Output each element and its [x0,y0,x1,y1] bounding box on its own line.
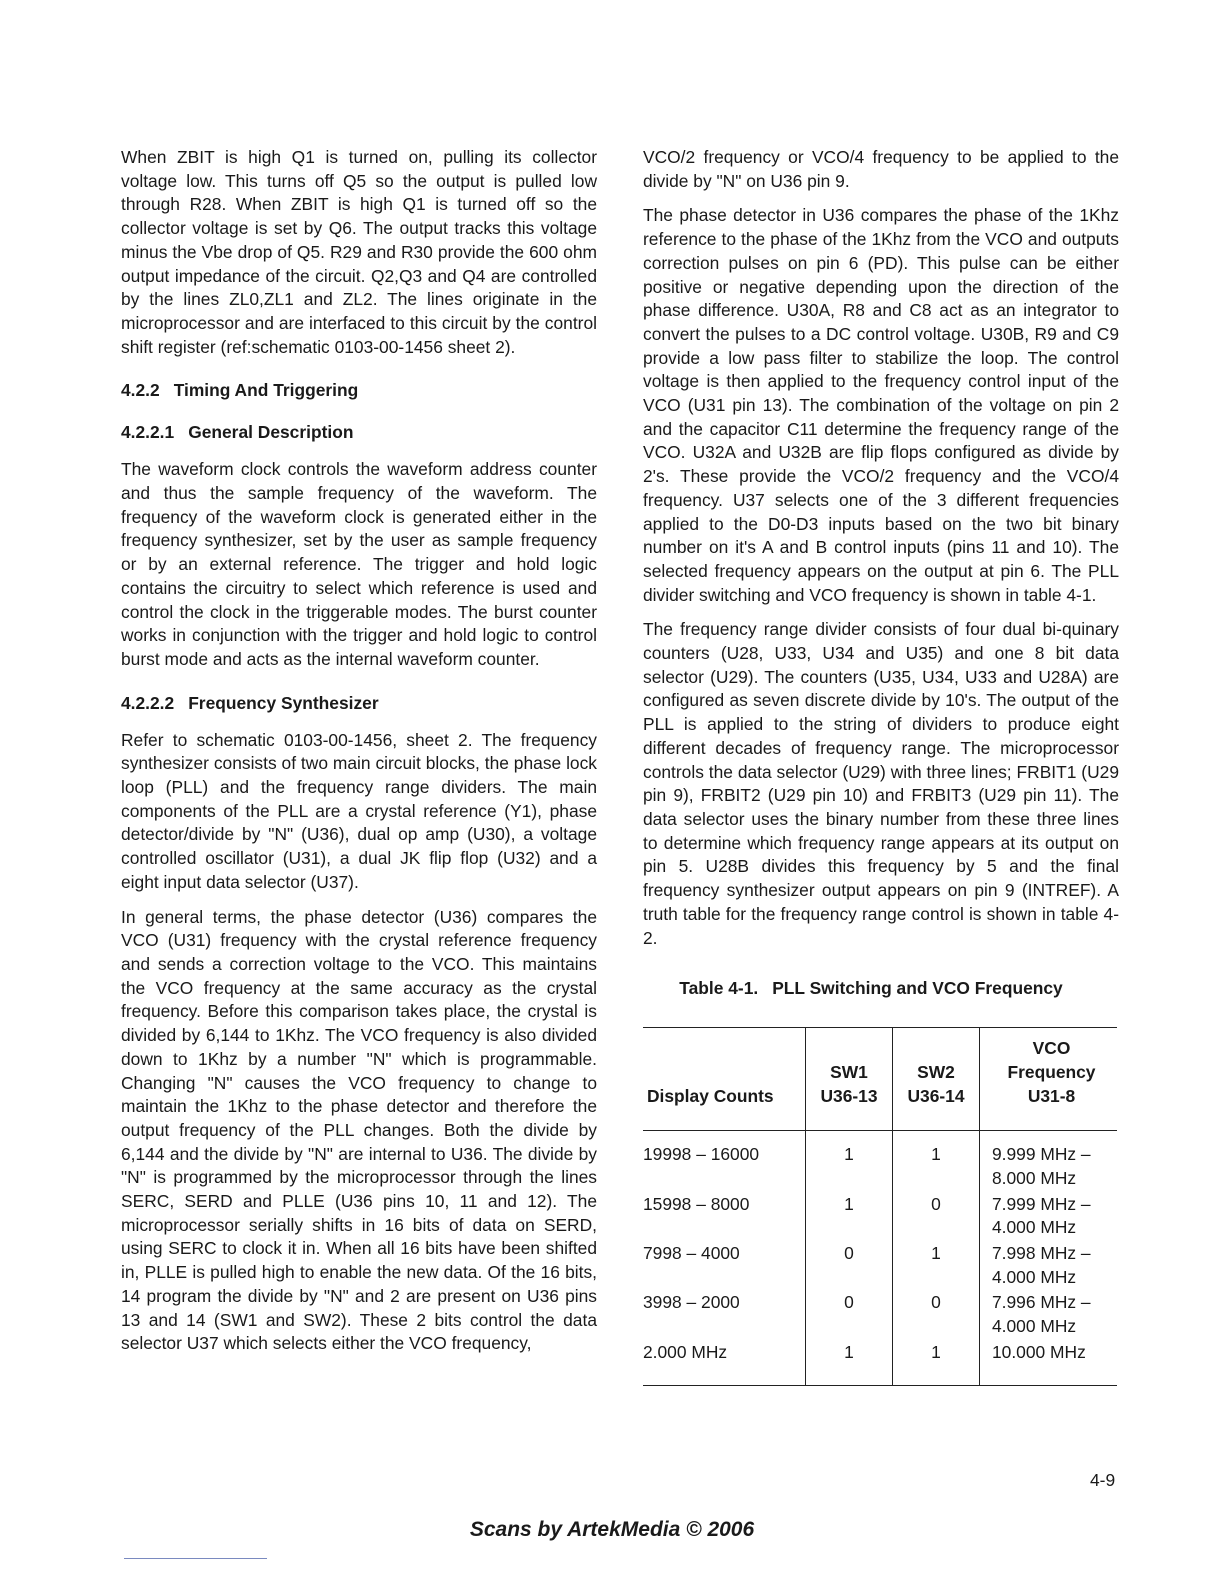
heading-number: 4.2.2.1 [121,422,175,443]
freq-line1: 7.999 MHz – [992,1193,1091,1214]
heading-title: Timing And Triggering [173,380,359,401]
right-column [643,146,1119,1386]
freq-line2: 4.000 MHz [992,1217,1077,1238]
cell-vco-frequency [980,1192,1118,1241]
heading-4-2-2-1 [121,421,597,443]
header-sw2 [893,1028,980,1131]
table-row [643,1192,1117,1241]
cell-vco-frequency [980,1241,1118,1290]
paragraph-general-terms: In general terms, the phase detector (U36) compares the VCO (U31) frequency with the crystal reference frequency and sends a correction voltage to the VCO. This maintains the VCO frequency at the same accuracy as the crystal frequency. Before this comparison takes place, the crystal is divided by 6,144 to 1Khz. The VCO frequency is also divided down to 1Khz by a number "N" which is programmable. Changing "N" causes the VCO frequency to change to maintain the 1Khz to the phase detector and therefore the output frequency of the PLL changes. Both the divide by 6,144 and the divide by "N" are internal to U36. The divide by "N" is programmed by the microprocessor through the lines SERC, SERD and PLLE (U36 pins 10, 11 and 12). The microprocessor serially shifts in 16 bits of data on SERD, using SERC to clock it in. When all 16 bits have been shifted in, PLLE is pulled high to enable the new data. Of the 16 bits, 14 program the divide by "N" and 2 are present on U36 pins 13 and 14 (SW1 and SW2). These 2 bits control the data selector U37 which selects either the VCO frequency, [121,906,597,1354]
left-column [121,146,597,1367]
header-sw1-label: SW1 [830,1062,868,1083]
header-sw1-pin: U36-13 [820,1086,878,1107]
footer-rule [124,1558,267,1559]
freq-line1: 10.000 MHz [992,1341,1086,1362]
header-vco-frequency [980,1028,1118,1131]
cell-display-counts: 2.000 MHz [643,1341,728,1362]
header-sw1 [806,1028,893,1131]
cell-sw1: 1 [806,1340,893,1385]
header-sw2-label: SW2 [917,1062,955,1083]
table-caption-number: Table 4-1. [679,978,759,999]
scan-credit: Scans by ArtekMedia © 2006 [469,1518,755,1541]
cell-sw2: 0 [893,1290,980,1339]
heading-number: 4.2.2.2 [121,692,175,713]
table-header-row [643,1028,1117,1131]
paragraph-zbit: When ZBIT is high Q1 is turned on, pulling its collector voltage low. This turns off Q5 so the output is pulled low through R28. When ZBIT is high Q1 is turned off so the collector voltage is set by Q6. The output tracks this voltage minus the Vbe drop of Q5. R29 and R30 provide the 600 ohm output impedance of the circuit. Q2,Q3 and Q4 are controlled by the lines ZL0,ZL1 and ZL2. The lines originate in the microprocessor and are interfaced to this circuit by the control shift register (ref:schematic 0103-00-1456 sheet 2). [121,147,597,357]
page-number: 4-9 [1090,1470,1116,1490]
table-caption-title: PLL Switching and VCO Frequency [772,978,1063,999]
heading-4-2-2-2 [121,692,597,714]
cell-sw2: 1 [893,1131,980,1192]
freq-line1: 7.998 MHz – [992,1243,1091,1264]
cell-sw2: 1 [893,1241,980,1290]
cell-display-counts: 3998 – 2000 [643,1292,740,1313]
cell-display-counts: 19998 – 16000 [643,1144,760,1165]
freq-line1: 9.999 MHz – [992,1144,1091,1165]
cell-sw2: 0 [893,1192,980,1241]
heading-title: General Description [188,422,354,443]
heading-title: Frequency Synthesizer [188,692,379,713]
table-caption [643,978,1119,999]
cell-vco-frequency [980,1290,1118,1339]
paragraph-phase-detector: The phase detector in U36 compares the phase of the 1Khz reference to the phase of the 1Khz from the VCO and outputs correction pulses on pin 6 (PD). This pulse can be either positive or negative depending upon the direction of the phase difference. U30A, R8 and C8 act as an integrator to convert the pulses to a DC control voltage. U30B, R9 and C9 provide a low pass filter to stabilize the loop. The control voltage is then applied to the frequency control input of the VCO (U31 pin 13). The combination of the voltage on pin 2 and the capacitor C11 determine the frequency range of the VCO. U32A and U32B are flip flops configured as divide by 2's. These provide the VCO/2 frequency and the VCO/4 frequency. U37 selects one of the 3 different frequencies applied to the D0-D3 inputs based on the two bit binary number on it's A and B control inputs (pins 11 and 10). The selected frequency appears on the output at pin 6. The PLL divider switching and VCO frequency is shown in table 4-1. [643,205,1119,605]
paragraph-range-divider: The frequency range divider consists of four dual bi-quinary counters (U28, U33, U34 and U35) and one 8 bit data selector (U29). The counters (U35, U34, U33 and U28A) are configured as seven discrete divide by 10's. The output of the PLL is applied to the string of dividers to produce eight different decades of frequency range. The microprocessor controls the data selector (U29) with three lines; FRBIT1 (U29 pin 9), FRBIT2 (U29 pin 10) and FRBIT3 (U29 pin 11). The data selector uses the binary number from these three lines to determine which frequency range appears at its output on pin 5. U28B divides this frequency by 5 and the final frequency synthesizer output appears on pin 9 (INTREF). A truth table for the frequency range control is shown in table 4-2. [643,619,1119,948]
paragraph-refer-schematic: Refer to schematic 0103-00-1456, sheet 2. The frequency synthesizer consists of two main circuit blocks, the phase lock loop (PLL) and the frequency range dividers. The main components of the PLL are a crystal reference (Y1), phase detector/divide by "N" (U36), dual op amp (U30), a voltage controlled oscillator (U31), a dual JK flip flop (U32) and a eight input data selector (U37). [121,729,597,892]
cell-vco-frequency [980,1340,1118,1385]
heading-number: 4.2.2 [121,380,160,401]
table-row [643,1340,1117,1385]
freq-line2: 8.000 MHz [992,1167,1077,1188]
header-vco-line3: U31-8 [1027,1086,1076,1107]
header-sw2-pin: U36-14 [907,1086,965,1107]
paragraph-vco-continued: VCO/2 frequency or VCO/4 frequency to be applied to the divide by "N" on U36 pin 9. [643,147,1119,191]
freq-line1: 7.996 MHz – [992,1292,1091,1313]
header-vco-line2: Frequency [1007,1062,1096,1083]
table-row [643,1131,1117,1192]
cell-sw1: 1 [806,1131,893,1192]
cell-sw2: 1 [893,1340,980,1385]
table-row [643,1290,1117,1339]
cell-sw1: 0 [806,1290,893,1339]
table-row [643,1241,1117,1290]
cell-sw1: 1 [806,1192,893,1241]
freq-line2: 4.000 MHz [992,1316,1077,1337]
cell-display-counts: 15998 – 8000 [643,1193,750,1214]
header-display-counts: Display Counts [647,1086,774,1107]
cell-vco-frequency [980,1131,1118,1192]
heading-4-2-2 [121,379,597,401]
cell-sw1: 0 [806,1241,893,1290]
cell-display-counts: 7998 – 4000 [643,1243,740,1264]
pll-switching-table [643,1027,1117,1385]
freq-line2: 4.000 MHz [992,1266,1077,1287]
paragraph-general-description: The waveform clock controls the waveform address counter and thus the sample frequency of the waveform. The frequency of the waveform clock is generated either in the frequency synthesizer, set by the user as sample frequency or by an external reference. The trigger and hold logic contains the circuitry to select which reference is used and control the clock in the triggerable modes. The burst counter works in conjunction with the trigger and hold logic to control burst mode and acts as the internal waveform counter. [121,459,597,669]
header-vco-line1: VCO [1032,1038,1071,1059]
